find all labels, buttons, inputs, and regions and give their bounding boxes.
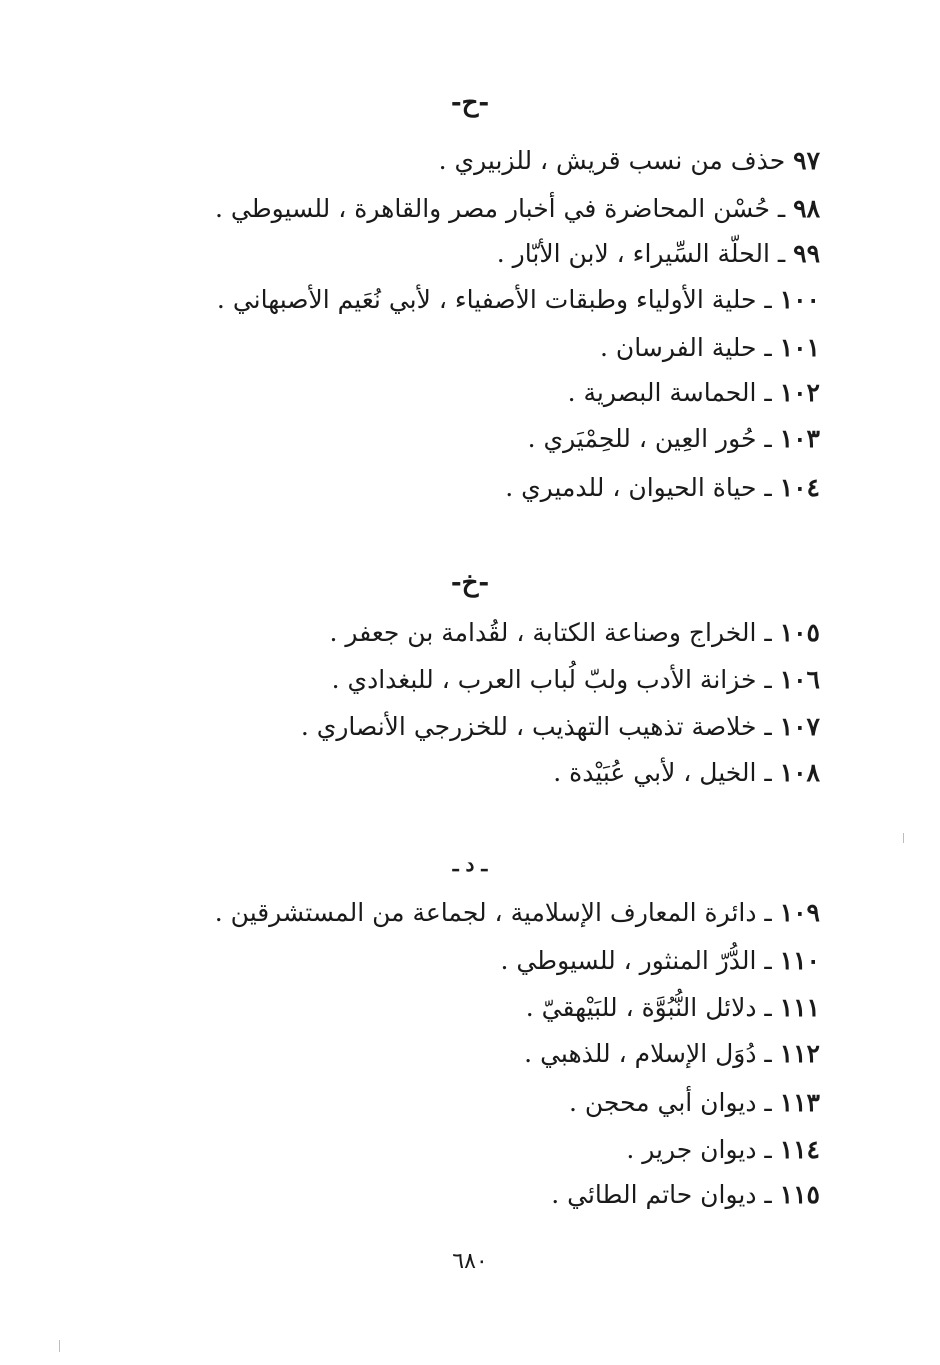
- entry-number: ١٠٩: [779, 898, 820, 927]
- entry-text: ـ الحلّة السِّيراء ، لابن الأبّار .: [496, 239, 794, 268]
- entry-text: ـ دائرة المعارف الإسلامية ، لجماعة من المستشرقين .: [214, 898, 780, 927]
- entry-text: ـ الخيل ، لأبي عُبَيْدة .: [553, 758, 780, 787]
- list-item: [332, 662, 820, 698]
- entry-number: ١٠٦: [779, 665, 820, 694]
- list-item: [217, 282, 820, 318]
- entry-text: ـ ديوان حاتم الطائي .: [551, 1180, 780, 1209]
- list-item: [526, 990, 820, 1026]
- entry-text: ـ خلاصة تذهيب التهذيب ، للخزرجي الأنصاري .: [300, 712, 780, 741]
- list-item: [600, 330, 820, 366]
- list-item: [505, 470, 820, 506]
- entry-text: ـ ديوان أبي محجن .: [568, 1088, 780, 1117]
- entry-number: ١٠٧: [779, 712, 820, 741]
- section-heading: -خ-: [450, 568, 490, 598]
- entry-number: ١١١: [779, 993, 820, 1022]
- entry-number: ١٠٥: [779, 618, 820, 647]
- entry-number: ٩٨: [793, 194, 820, 223]
- list-item: [524, 1036, 820, 1072]
- entry-text: ـ الدُّرّ المنثور ، للسيوطي .: [500, 946, 780, 975]
- entry-text: ـ دلائل النُّبُوَّة ، للبَيْهقيّ .: [525, 993, 780, 1022]
- entry-number: ١٠٢: [779, 378, 820, 407]
- entry-number: ١٠٨: [779, 758, 820, 787]
- entry-text: ـ دُوَل الإسلام ، للذهبي .: [524, 1039, 780, 1068]
- list-item: [551, 1177, 820, 1213]
- entry-number: ١١٣: [779, 1088, 820, 1117]
- entry-text: ـ ديوان جرير .: [626, 1135, 780, 1164]
- entry-number: ١١٤: [779, 1135, 820, 1164]
- entry-number: ٩٩: [793, 239, 820, 268]
- entry-number: ١٠٠: [779, 285, 820, 314]
- scan-speck: [903, 833, 904, 843]
- list-item: [215, 191, 820, 227]
- entry-number: ١٠٣: [779, 424, 820, 453]
- entry-text: حذف من نسب قريش ، للزبيري .: [438, 146, 794, 175]
- entry-text: ـ حياة الحيوان ، للدميري .: [505, 473, 780, 502]
- entry-text: ـ الحماسة البصرية .: [567, 378, 780, 407]
- entry-text: ـ حلية الفرسان .: [600, 333, 780, 362]
- entry-text: ـ حُور العِين ، للحِمْيَري .: [527, 424, 780, 453]
- section-heading: -ح-: [450, 88, 490, 118]
- entry-text: ـ حلية الأولياء وطبقات الأصفياء ، لأبي نُعَيم الأصبهاني .: [216, 285, 780, 314]
- list-item: [626, 1132, 820, 1168]
- entry-number: ١١٠: [779, 946, 820, 975]
- entry-text: ـ حُسْن المحاضرة في أخبار مصر والقاهرة ، للسيوطي .: [215, 194, 794, 223]
- entry-number: ١١٥: [779, 1180, 820, 1209]
- list-item: [500, 943, 820, 979]
- list-item: [330, 615, 820, 651]
- list-item: [528, 421, 820, 457]
- list-item: [439, 143, 820, 179]
- entry-number: ١٠٤: [779, 473, 820, 502]
- section-heading: ـ د ـ: [452, 852, 488, 876]
- entry-number: ١٠١: [779, 333, 820, 362]
- list-item: [553, 755, 820, 791]
- list-item: [569, 1085, 820, 1121]
- entry-text: ـ خزانة الأدب ولبّ لُباب العرب ، للبغدادي .: [331, 665, 780, 694]
- entry-number: ٩٧: [793, 146, 820, 175]
- list-item: [301, 709, 820, 745]
- entry-number: ١١٢: [779, 1039, 820, 1068]
- list-item: [568, 375, 820, 411]
- list-item: [497, 236, 820, 272]
- entry-text: ـ الخراج وصناعة الكتابة ، لقُدامة بن جعفر .: [329, 618, 780, 647]
- scan-speck: [59, 1340, 60, 1352]
- page-number: ٦٨٠: [452, 1249, 488, 1274]
- list-item: [215, 895, 820, 931]
